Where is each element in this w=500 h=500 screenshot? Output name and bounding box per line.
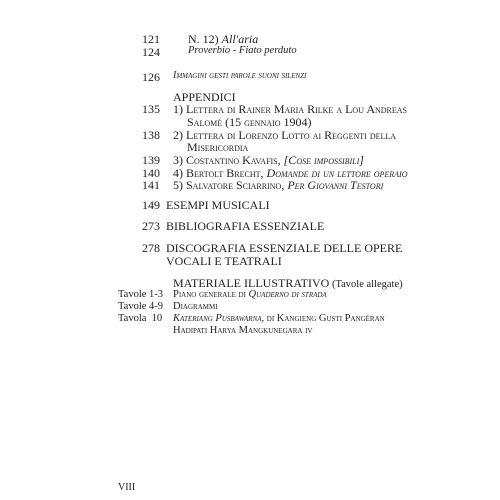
page-number: 138 xyxy=(142,128,160,142)
plate-label: Tavola 10 xyxy=(118,313,163,324)
entry-title: ESEMPI MUSICALI xyxy=(166,198,270,212)
entry-title-continued: Salomé (15 gennaio 1904) xyxy=(187,115,312,129)
entry-title xyxy=(188,33,258,45)
plate-desc: Piano generale di xyxy=(173,289,249,300)
entry-subtitle: All'aria xyxy=(221,32,259,46)
page-number: 135 xyxy=(142,102,160,116)
entry-title-continued: VOCALI E TEATRALI xyxy=(166,254,282,268)
entry-title xyxy=(173,154,364,166)
entry-title: DISCOGRAFIA ESSENZIALE DELLE OPERE xyxy=(166,241,403,255)
plate-work: Quaderno di strada xyxy=(248,289,327,300)
plate-desc: di Kangieng Gusti Pangéran xyxy=(264,313,385,324)
page-number: 121 xyxy=(142,32,160,46)
entry-work: Per Giovanni Testori xyxy=(287,178,384,192)
entry-title: BIBLIOGRAFIA ESSENZIALE xyxy=(166,219,325,233)
entry-work: [Cose impossibili] xyxy=(283,153,364,167)
plate-label: Tavole 1-3 xyxy=(118,289,164,300)
page-folio: VIII xyxy=(118,482,136,493)
plate-title xyxy=(173,290,327,301)
page-number: 124 xyxy=(142,45,160,59)
page-number: 139 xyxy=(142,153,160,167)
entry-work: Domande di un lettore operaio xyxy=(266,166,408,180)
entry-author: 3) Costantino Kavafis, xyxy=(173,153,284,167)
entry-title: Proverbio - Fiato perduto xyxy=(188,45,297,56)
page-number: 278 xyxy=(142,241,160,255)
plate-title-continued: Hadipati Harya Mangkunegara iv xyxy=(173,325,313,336)
section-title: MATERIALE ILLUSTRATIVO xyxy=(173,276,330,290)
page-number: 126 xyxy=(142,70,160,84)
entry-author: 4) Bertolt Brecht, xyxy=(173,166,267,180)
entry-title xyxy=(173,179,383,191)
entry-author: 5) Salvatore Sciarrino, xyxy=(173,178,288,192)
entry-title: 2) Lettera di Lorenzo Lotto ai Reggenti della xyxy=(173,128,397,142)
entry-title-continued: Misericordia xyxy=(187,140,249,154)
plate-title: Diagrammi xyxy=(173,301,218,312)
entry-title: Immagini gesti parole suoni silenzi xyxy=(173,70,307,81)
page-number: 149 xyxy=(142,198,160,212)
section-note: (Tavole allegate) xyxy=(329,279,403,290)
plate-work: Kateriang Pusbawarna, xyxy=(173,313,265,324)
page-number: 273 xyxy=(142,219,160,233)
plate-label: Tavole 4-9 xyxy=(118,301,164,312)
entry-label: N. 12) xyxy=(188,32,219,46)
plate-title xyxy=(173,314,385,325)
page-number: 140 xyxy=(142,166,160,180)
entry-title: 1) Lettera di Rainer Maria Rilke a Lou Andreas xyxy=(173,102,407,116)
page-number: 141 xyxy=(142,178,160,192)
section-heading-appendici: APPENDICI xyxy=(173,90,236,104)
